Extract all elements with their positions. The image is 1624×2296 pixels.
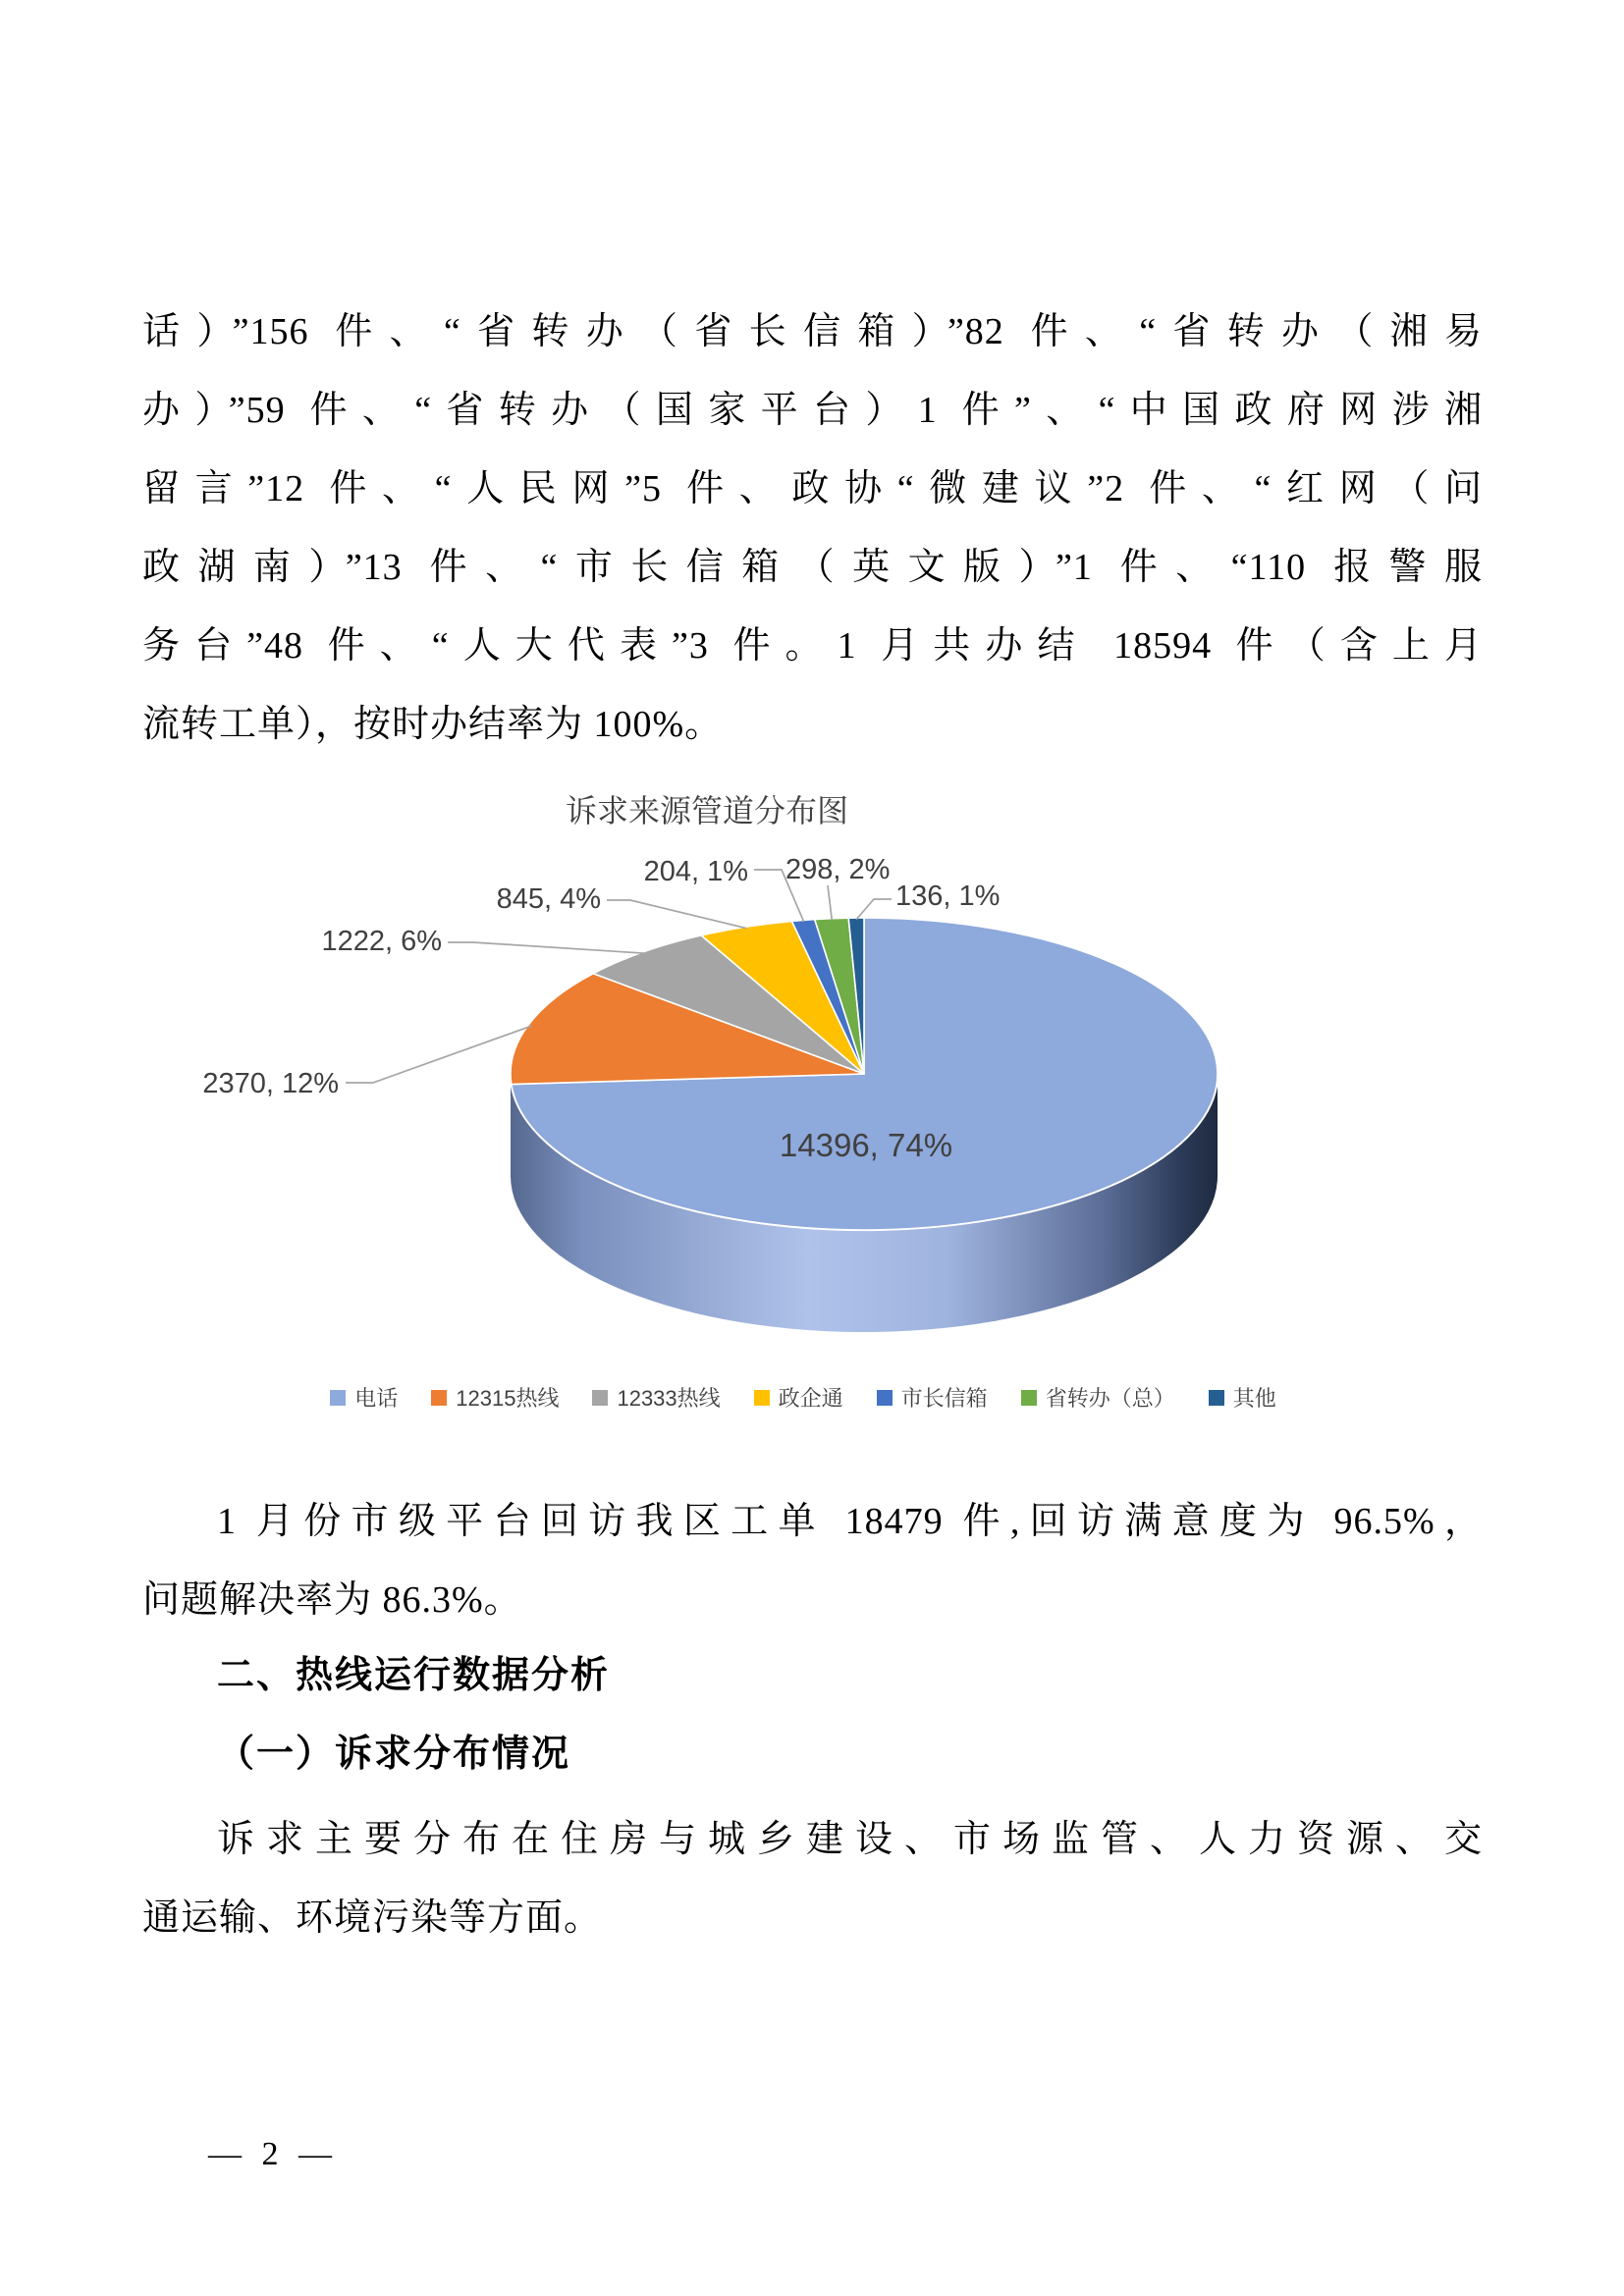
legend-label: 政企通 bbox=[778, 1386, 843, 1411]
legend-label: 12315热线 bbox=[456, 1386, 560, 1411]
paragraph-1-line: 话）”156 件、“省转办（省长信箱）”82 件、“省转办（湘易 bbox=[142, 311, 1483, 352]
legend-item-5 bbox=[1021, 1382, 1175, 1413]
paragraph-2-line: 问题解决率为 86.3%。 bbox=[142, 1579, 522, 1621]
paragraph-2-line: 1 月份市级平台回访我区工单 18479 件,回访满意度为 96.5%， bbox=[217, 1501, 1483, 1542]
legend-swatch-icon bbox=[330, 1390, 346, 1406]
legend-swatch-icon bbox=[592, 1390, 608, 1406]
pie-chart bbox=[0, 766, 1624, 1355]
data-label-3: 845, 4% bbox=[496, 883, 601, 915]
section-heading bbox=[142, 1636, 1483, 1715]
legend-swatch-icon bbox=[1021, 1390, 1037, 1406]
legend-label: 其他 bbox=[1232, 1386, 1276, 1411]
leader-line-6 bbox=[856, 899, 892, 920]
paragraph-1-line: 留言”12 件、“人民网”5 件、政协“微建议”2 件、“红网（问 bbox=[142, 468, 1483, 509]
legend-label: 省转办（总） bbox=[1045, 1386, 1175, 1411]
page-number: — 2 — bbox=[208, 2136, 338, 2172]
paragraph-3 bbox=[142, 1800, 1483, 1957]
leader-line-5 bbox=[828, 885, 832, 920]
chart-title: 诉求来源管道分布图 bbox=[565, 793, 848, 828]
paragraph-1-line: 办）”59 件、“省转办（国家平台）1 件”、“中国政府网涉湘 bbox=[142, 390, 1483, 431]
paragraph-3-line: 诉求主要分布在住房与城乡建设、市场监管、人力资源、交 bbox=[217, 1819, 1483, 1860]
paragraph-1-line: 务台”48 件、“人大代表”3 件。1 月共办结 18594 件（含上月 bbox=[142, 625, 1483, 667]
legend-item-1 bbox=[431, 1382, 559, 1413]
data-label-6: 136, 1% bbox=[895, 881, 1001, 912]
chart-legend bbox=[98, 1382, 1508, 1413]
data-label-0: 14396, 74% bbox=[779, 1127, 953, 1163]
legend-item-0 bbox=[330, 1382, 398, 1413]
leader-line-3 bbox=[607, 900, 746, 929]
data-label-1: 2370, 12% bbox=[202, 1068, 339, 1099]
heading-level-1: 二、热线运行数据分析 bbox=[217, 1655, 611, 1696]
data-label-5: 298, 2% bbox=[785, 854, 891, 885]
paragraph-1 bbox=[142, 293, 1483, 764]
legend-label: 电话 bbox=[354, 1386, 399, 1411]
legend-swatch-icon bbox=[877, 1390, 893, 1406]
paragraph-1-line: 政湖南）”13 件、“市长信箱（英文版）”1 件、“110 报警服 bbox=[142, 547, 1483, 588]
legend-label: 12333热线 bbox=[617, 1386, 721, 1411]
legend-swatch-icon bbox=[754, 1390, 770, 1406]
legend-label: 市长信箱 bbox=[900, 1386, 988, 1411]
legend-item-3 bbox=[754, 1382, 843, 1413]
paragraph-1-line: 流转工单），按时办结率为 100%。 bbox=[142, 704, 724, 745]
data-label-4: 204, 1% bbox=[643, 856, 748, 887]
paragraph-2 bbox=[142, 1482, 1483, 1639]
legend-item-6 bbox=[1209, 1382, 1276, 1413]
legend-item-2 bbox=[592, 1382, 720, 1413]
data-label-2: 1222, 6% bbox=[321, 926, 442, 957]
legend-swatch-icon bbox=[431, 1390, 447, 1406]
legend-item-4 bbox=[877, 1382, 988, 1413]
heading-level-2: （一）诉求分布情况 bbox=[217, 1734, 571, 1775]
leader-line-1 bbox=[346, 1026, 531, 1083]
subsection-heading bbox=[142, 1715, 1483, 1793]
legend-swatch-icon bbox=[1209, 1390, 1224, 1406]
paragraph-3-line: 通运输、环境污染等方面。 bbox=[142, 1897, 603, 1939]
leader-line-2 bbox=[448, 942, 645, 953]
